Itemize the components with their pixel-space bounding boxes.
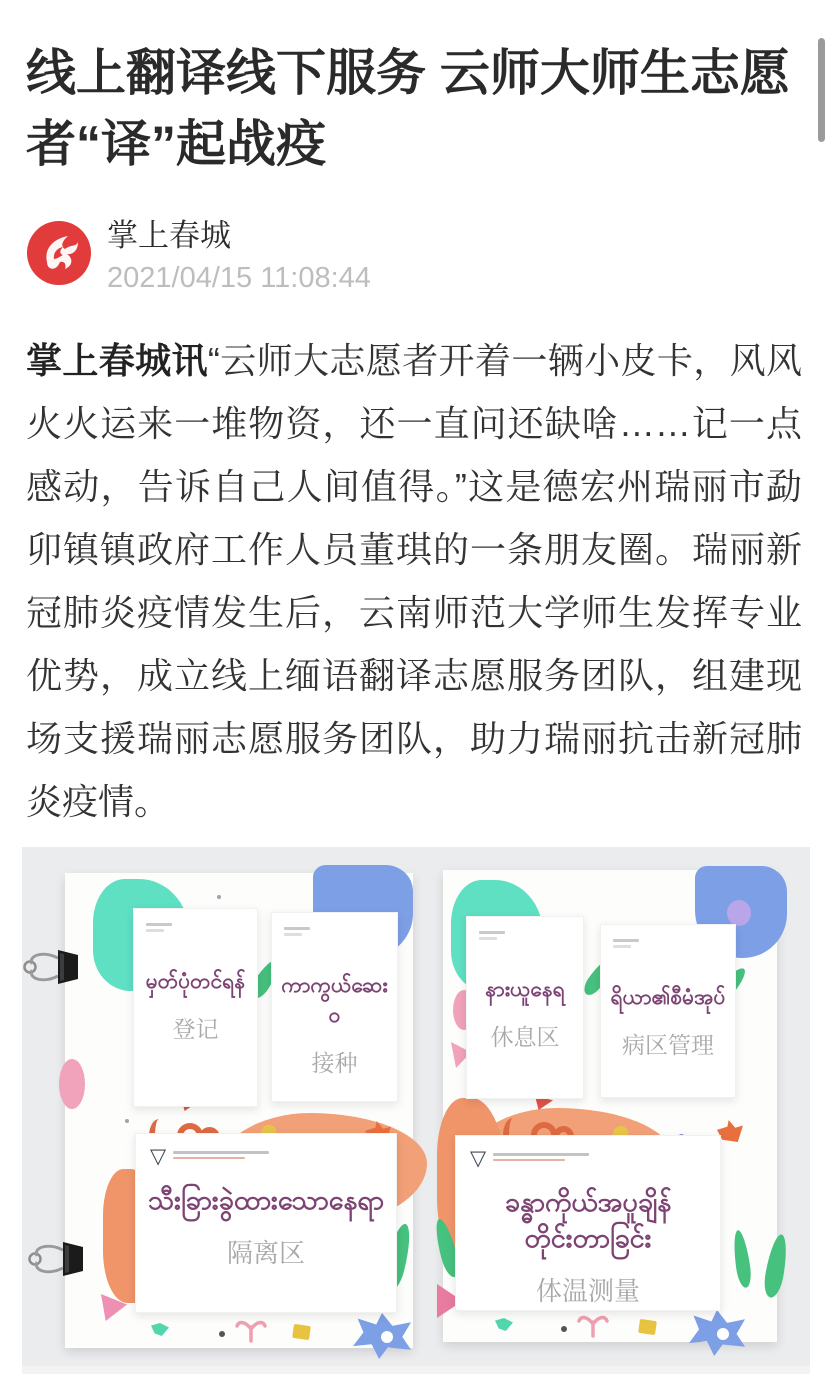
publisher-logo-icon[interactable] bbox=[27, 221, 91, 285]
decor-teal-sprout bbox=[151, 1323, 169, 1336]
sign-burmese-text: ရိယာ၏စီမံအုပ် bbox=[610, 986, 726, 1009]
triangle-badge-icon: ▽ bbox=[470, 1147, 487, 1170]
sign-card-rest-area bbox=[466, 916, 584, 1099]
article-body-text: “云师大志愿者开着一辆小皮卡，风风火火运来一堆物资，还一直问还缺啥……记一点感动，告诉自己人间值得。”这是德宏州瑞丽市勐卯镇镇政府工作人员董琪的一条朋友圈。瑞丽新冠肺炎疫情发生后，云南师范大学师生发挥专业优势，成立线上缅语翻译志愿服务团队，组建现场支援瑞丽志愿服务团队，助力瑞丽抗击新冠肺炎疫情。 bbox=[26, 340, 802, 822]
card-brand-mark bbox=[284, 927, 310, 939]
association-name-mark bbox=[173, 1151, 269, 1162]
article-body bbox=[26, 329, 802, 833]
sign-chinese-label: 接种 bbox=[311, 1050, 358, 1076]
sign-chinese-label: 休息区 bbox=[490, 1024, 560, 1050]
decor-leaf-icon bbox=[731, 1229, 753, 1288]
article-title: 线上翻译线下服务 云师大师生志愿者“译”起战疫 bbox=[26, 45, 790, 172]
publish-timestamp: 2021/04/15 11:08:44 bbox=[107, 262, 371, 294]
sign-chinese-label: 病区管理 bbox=[622, 1032, 714, 1058]
photo-bottom-edge bbox=[22, 1366, 810, 1374]
publisher-row[interactable] bbox=[27, 210, 802, 295]
card-brand-mark bbox=[146, 923, 172, 935]
decor-pinwheel bbox=[353, 1313, 411, 1359]
publisher-name[interactable]: 掌上春城 bbox=[107, 218, 231, 253]
decor-black-dot bbox=[561, 1326, 567, 1332]
sign-card-vaccination bbox=[271, 912, 398, 1102]
sign-burmese-text: သီးခြားခွဲထားသောနေရာ bbox=[148, 1185, 384, 1215]
sign-card-temperature-check bbox=[455, 1135, 721, 1311]
decor-pinwheel bbox=[689, 1310, 745, 1356]
binder-clip-icon bbox=[22, 946, 80, 988]
scrollbar-thumb[interactable] bbox=[818, 38, 825, 142]
decor-pink-blob bbox=[59, 1059, 85, 1109]
sign-chinese-label: 体温测量 bbox=[535, 1276, 640, 1306]
sign-card-isolation-area bbox=[135, 1133, 397, 1313]
decor-lavender-blob bbox=[727, 900, 751, 926]
association-name-mark bbox=[493, 1153, 589, 1164]
triangle-badge-icon: ▽ bbox=[150, 1145, 167, 1168]
card-brand-mark bbox=[479, 931, 505, 943]
sign-burmese-text: ခန္ဓာကိုယ်အပူချိန်တိုင်းတာခြင်း bbox=[504, 1187, 672, 1253]
association-logo-icon bbox=[150, 1146, 269, 1167]
association-logo-icon bbox=[470, 1148, 589, 1169]
decor-yellow-square bbox=[638, 1319, 657, 1335]
card-brand-mark bbox=[613, 939, 639, 951]
decor-black-dot bbox=[219, 1331, 225, 1337]
article-body-lead: 掌上春城讯 bbox=[26, 340, 208, 381]
decor-pink-branch-icon bbox=[233, 1317, 269, 1343]
sign-chinese-label: 登记 bbox=[172, 1016, 219, 1042]
decor-leaf-icon bbox=[762, 1233, 791, 1299]
article-photo[interactable] bbox=[22, 847, 810, 1374]
sign-burmese-text: ကာကွယ်ဆေးဝ bbox=[281, 974, 388, 1027]
decor-pink-branch-icon bbox=[575, 1312, 611, 1338]
sign-chinese-label: 隔离区 bbox=[226, 1238, 305, 1268]
decor-speck bbox=[217, 895, 221, 899]
sign-card-registration bbox=[133, 908, 258, 1107]
sign-burmese-text: နားယူနေရ bbox=[485, 978, 565, 1001]
decor-teal-sprout bbox=[495, 1318, 513, 1331]
sign-card-ward-management bbox=[600, 924, 736, 1098]
decor-yellow-square bbox=[292, 1324, 311, 1340]
decor-speck bbox=[125, 1119, 129, 1123]
sign-burmese-text: မှတ်ပုံတင်ရန် bbox=[145, 970, 246, 993]
binder-clip-icon bbox=[27, 1238, 85, 1280]
